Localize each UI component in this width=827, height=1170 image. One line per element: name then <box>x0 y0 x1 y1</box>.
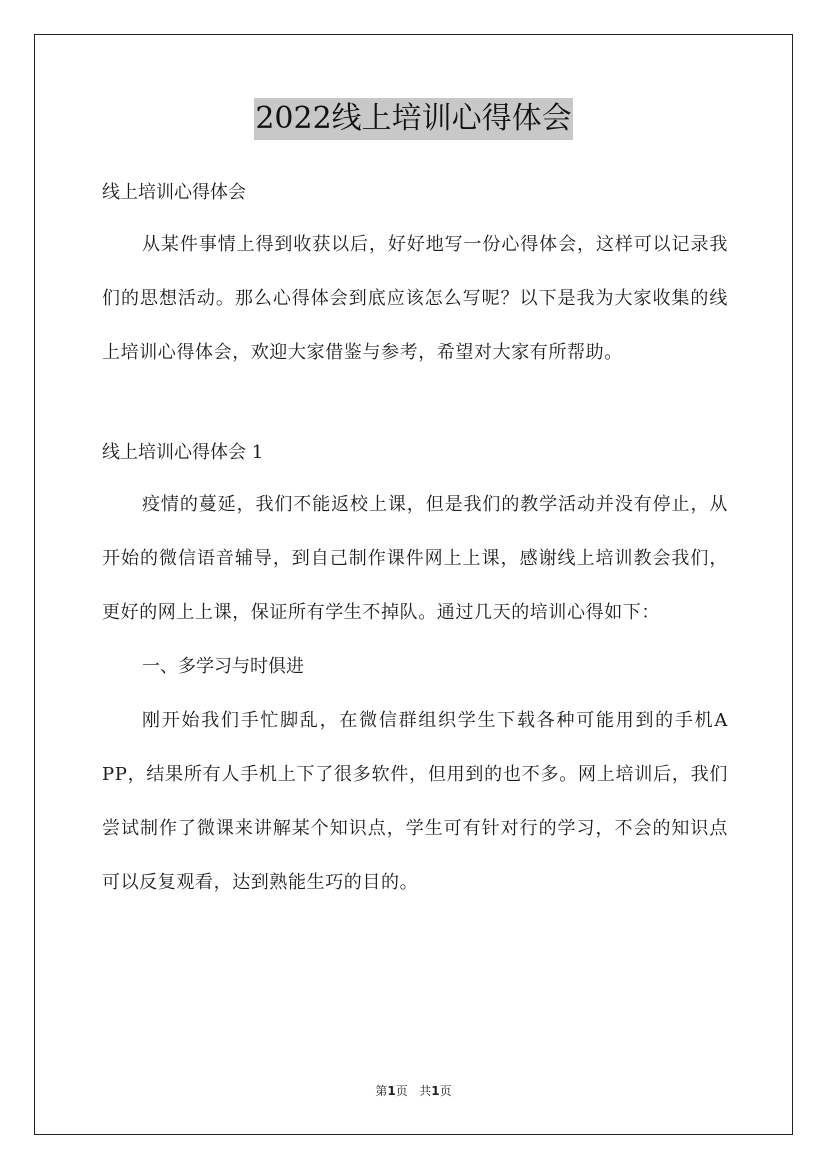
section-1-paragraph-2: 刚开始我们手忙脚乱，在微信群组织学生下载各种可能用到的手机A PP，结果所有人手机上下了很多软件，但用到的也不多。网上培训后，我们尝试制作了微课来讲解某个知识点，学生可有针对行的学习，不会的知识点可以反复观看，达到熟能生巧的目的。 <box>102 710 728 893</box>
section-1-heading: 线上培训心得体会 1 <box>102 442 264 463</box>
section-1-subheading: 一、多学习与时俱进 <box>142 656 304 677</box>
intro-paragraph: 从某件事情上得到收获以后，好好地写一份心得体会，这样可以记录我们的思想活动。那么心得体会到底应该怎么写呢？以下是我为大家收集的线上培训心得体会，欢迎大家借鉴与参考，希望对大家有所帮助。 <box>102 234 728 363</box>
document-subtitle: 线上培训心得体会 <box>102 182 246 203</box>
page-number: 1 <box>387 1084 396 1098</box>
section-1-paragraph-1: 疫情的蔓延，我们不能返校上课，但是我们的教学活动并没有停止，从开始的微信语音辅导，到自己制作课件网上上课，感谢线上培训教会我们，更好的网上上课，保证所有学生不掉队。通过几天的培训心得如下： <box>102 494 728 623</box>
total-suffix: 页 <box>439 1084 452 1098</box>
page-suffix: 页 <box>395 1084 408 1098</box>
total-prefix: 共 <box>419 1084 432 1098</box>
page-footer <box>0 1082 827 1099</box>
page-prefix: 第 <box>375 1084 388 1098</box>
document-title: 2022线上培训心得体会 <box>254 98 572 140</box>
title-container <box>0 98 827 140</box>
document-body <box>102 168 728 910</box>
total-pages: 1 <box>431 1084 440 1098</box>
